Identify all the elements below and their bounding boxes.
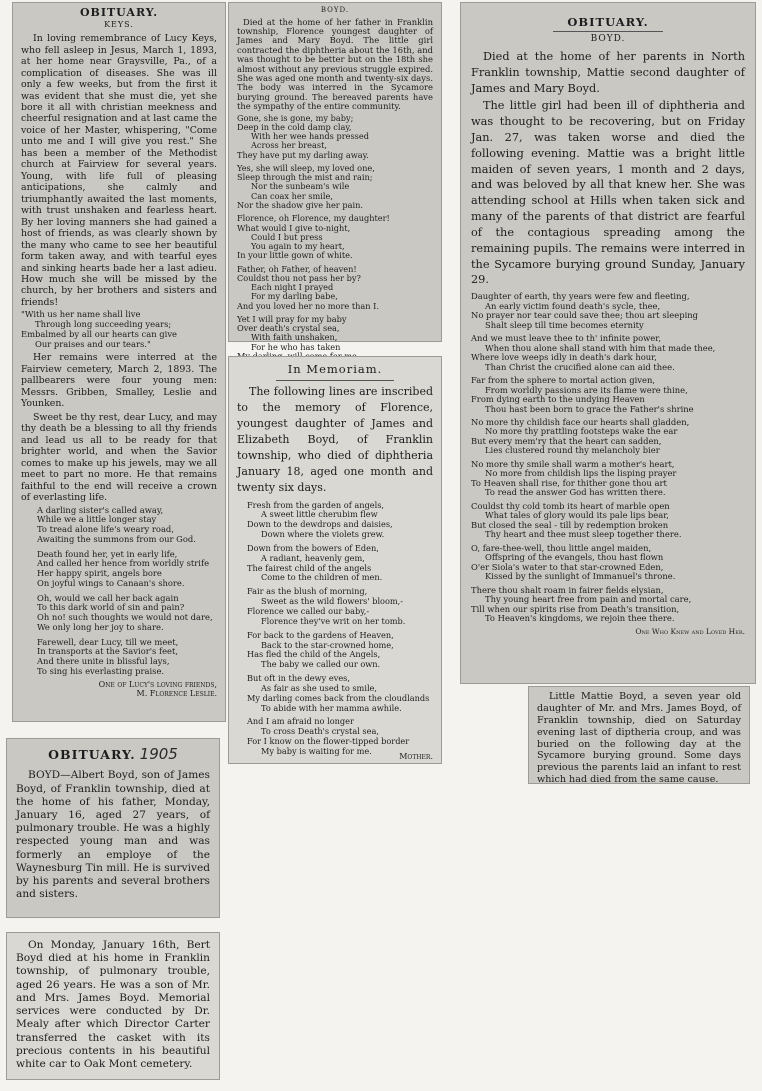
obituary-boyd-florence-clipping [228, 2, 442, 352]
in-memoriam-clipping [228, 356, 442, 764]
obituary-keys-clipping [12, 2, 226, 722]
clip3-intro: The following lines are inscribed to the memory of Florence, youngest daughter of James and Elizabeth Boyd, of Franklin township, who died of diphtheria January 18, aged one month and twenty six days. [237, 385, 433, 494]
clip1-name: KEYS. [104, 20, 134, 30]
clip4-title: OBITUARY. [567, 15, 649, 29]
clip4-name: BOYD. [590, 34, 626, 45]
clip6-header [16, 745, 210, 763]
clip4-signature: One Who Knew and Loved Her. [635, 626, 745, 636]
clip1-verse1: "With us her name shall live Through long succeeding years; Embalmed by all our hearts can give Our praises and our tears." [21, 309, 178, 349]
clip3-divider [276, 380, 394, 381]
clip1-paragraph: Sweet be thy rest, dear Lucy, and may thy death be a blessing to all thy friends and lead us all to be ready for that brighter world, and when the Savior comes to make up his jewels, may we all meet to part no more. He that remains faithful to the end will receive a crown of everlasting life. [21, 411, 217, 504]
clip4-paragraph: Died at the home of her parents in North Franklin township, Mattie second daughter of James and Mary Boyd. [471, 49, 745, 95]
obituary-boyd-mattie-clipping [460, 2, 756, 684]
clip3-verse: Fresh from the garden of angels, A sweet little cherubim flew Down to the dewdrops and daisies, Down where the violets grew. Down from the bowers of Eden, A radiant, heavenly gem, The fairest child of the angels Come to the children of men. Fair as the blush of morning, Sweet as the wild flowers' bloom,- Florence we called our baby,- Florence they've writ on her tomb. For back to the gardens of Heaven, Back to the star-crowned home, Has fled the child of the Angels, The baby we called our own. But oft in the dewy eves, As fair as she used to smile, My darling comes back from the cloudlands To abide with her mamma awhile. And I am afraid no longer To cross Death's crystal sea, For I know on the flower-tipped border My baby is waiting for me. [247, 499, 430, 756]
bert-boyd-notice-clipping [6, 932, 220, 1080]
clip4-divider [553, 31, 663, 32]
clip3-title: In Memoriam. [287, 362, 383, 376]
clip4-paragraph: The little girl had been ill of diphtheria and was thought to be recovering, but on Friday Jan. 27, was taken worse and died the following evening. Mattie was a bright little maiden of seven years, 1 month and 2 days, and was beloved by all that knew her. She was attending school at Hills when taken sick and many of the parents of that district are fearful of the contagious spreading among the remaining pupils. The remains were interred in the Sycamore burying ground Sunday, January 29. [471, 99, 745, 287]
clip1-signature: One of Lucy's loving friends, M. Florence Leslie. [98, 679, 217, 699]
clip6-handwritten-year: 1905 [139, 745, 178, 763]
clip2-name: BOYD. [320, 6, 350, 14]
clip1-verse2: A darling sister's called away, While we a little longer stay To tread alone life's weary road, Awaiting the summons from our God. Death found her, yet in early life, And called her hence from worldly strife Her happy spirit, angels bore On joyful wings to Canaan's shore. Oh, would we call her back again To this dark world of sin and pain? Oh no! such thoughts we would not dare, We only long her joy to share. Farewell, dear Lucy, till we meet, In transports at the Savior's feet, And there unite in blissful lays, To sing his everlasting praise. [37, 504, 213, 676]
clip5-text: Little Mattie Boyd, a seven year old daughter of Mr. and Mrs. James Boyd, of Franklin township, died on Saturday evening last of diptheria croup, and was buried on the following day at the Sycamore burying ground. Some days previous the parents laid an infant to rest which had died from the same cause. [537, 691, 741, 786]
mattie-boyd-notice-clipping [528, 686, 750, 784]
clip1-paragraph: In loving remembrance of Lucy Keys, who fell asleep in Jesus, March 1, 1893, at her home near Graysville, Pa., of a complication of diseases. She was ill only a few weeks, but from the first it was evident that she must die, yet she bore it all with christian meekness and cheerful resignation and at last came the voice of her Master, whispering, "Come unto me and I will give you rest." She has been a member of the Methodist church at Fairview for several years. Young, with life full of pleasing anticipations, she calmly and triumphantly awaited the last moments, with trust unshaken and fearless heart. By her loving manners she had gained a host of friends, as was clearly shown by the many who came to see her beautiful form taken away, and with tearful eyes and sinking hearts bade her a last adieu. How much she will be missed by the church, by her brothers and sisters and friends! [21, 33, 217, 308]
clip7-text: On Monday, January 16th, Bert Boyd died at his home in Franklin township, of pulmonary trouble, aged 26 years. He was a son of Mr. and Mrs. James Boyd. Memorial services were conducted by Dr. Mealy after which Director Carter transferred the casket with its precious contents in his beautiful white car to Oak Mont cemetery. [16, 939, 210, 1071]
obituary-albert-boyd-clipping [6, 738, 220, 918]
clip1-paragraph: Her remains were interred at the Fairview cemetery, March 2, 1893. The pallbearers were four young men: Messrs. Gribben, Smalley, Leslie and Younken. [21, 352, 217, 410]
clip4-verse: Daughter of earth, thy years were few and fleeting, An early victim found death's sycle, thee, No prayer nor tear could save thee; thou art sleeping Shalt sleep till time becomes eternity And we must leave thee to th' infinite power, When thou alone shall stand with him that made thee, Where love weeps idly in death's dark hour, Than Christ the crucified alone can aid thee. Far from the sphere to mortal action given, From worldly passions are its flame were thine, From dying earth to the undying Heaven Thou hast been born to grace the Father's shrine No more thy childish face our hearts shall gladden, No more thy prattling footsteps wake the ear But every mem'ry that the heart can sadden, Lies clustered round thy melancholy bier No more thy smile shall warm a mother's heart, No more from childish lips the lisping prayer To Heaven shall rise, for thither gone thou art To read the answer God has written there. Couldst thy cold tomb its heart of marble open What tales of glory would its pale lips bear, But closed the seal - till by redemption broken Thy heart and thee must sleep together there. O, fare-thee-well, thou little angel maiden, Offspring of the evangels, thou hast flown O'er Siola's water to that star-crowned Eden, Kissed by the sunlight of Immanuel's throne. There thou shalt roam in fairer fields elysian, Thy young heart free from pain and mortal care, Till when our spirits rise from Death's transition, To Heaven's kingdoms, we rejoin thee there. [471, 291, 716, 624]
clip1-title: OBITUARY. [79, 6, 159, 19]
clip6-title: OBITUARY. [48, 747, 136, 762]
clip3-signature: Mother. [399, 751, 433, 761]
clip2-verse: Gone, she is gone, my baby; Deep in the cold damp clay, With her wee hands pressed Across her breast, They have put my darling away. Yes, she will sleep, my loved one, Sleep through the mist and rain; Nor the sunbeam's wile Can coax her smile, Nor the shadow give her pain. Florence, oh Florence, my daughter! What would I give to-night, Could I but press You again to my heart, In your little gown of white. Father, oh Father, of heaven! Couldst thou not pass her by? Each night I prayed For my darling babe, And you loved her no more than I. Yet I will pray for my baby Over death's crystal sea, With faith unshaken, For he who has taken [237, 112, 390, 352]
clip2-intro: Died at the home of her father in Franklin township, Florence youngest daughter of James and Mary Boyd. The little girl contracted the diphtheria about the 16th, and was thought to be better but on the 18th she almost without any previous struggle expired. She was aged one month and twenty-six days. The body was interred in the Sycamore burying ground. The bereaved parents have the sympathy of the entire community. [237, 16, 433, 112]
clip6-text: BOYD—Albert Boyd, son of James Boyd, of Franklin township, died at the home of his father, Monday, January 16, aged 27 years, of pulmonary trouble. He was a highly respected young man and was formerly an employe of the Waynesburg Tin mill. He is survived by his parents and several brothers and sisters. [16, 769, 211, 901]
